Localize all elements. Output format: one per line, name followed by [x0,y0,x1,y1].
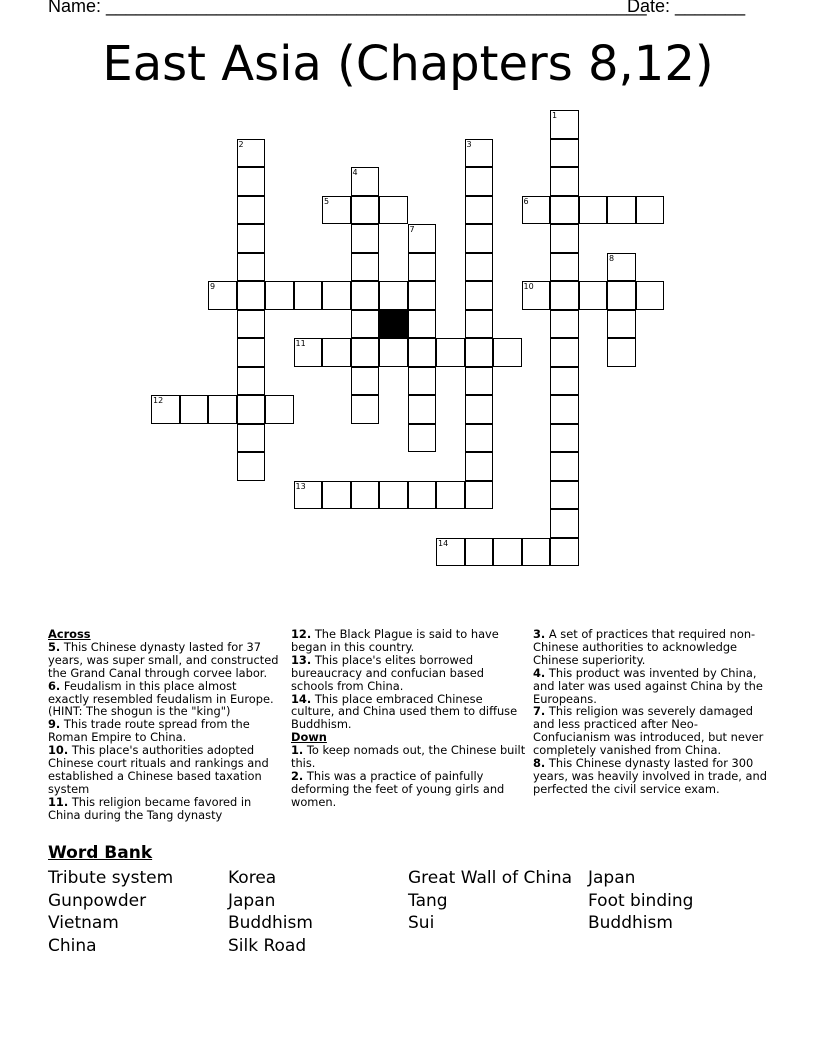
clue-down-4 [533,667,769,706]
crossword-cell[interactable] [636,281,665,310]
crossword-cell[interactable] [265,281,294,310]
clue-number-label: 4 [352,168,358,177]
crossword-cell[interactable] [379,338,408,367]
crossword-cell[interactable] [379,481,408,510]
crossword-cell[interactable] [294,281,323,310]
crossword-cell[interactable] [322,338,351,367]
clue-number-label: 6 [523,196,529,206]
clue-number: 12. [291,627,312,641]
clue-number: 6. [48,678,61,693]
crossword-cell[interactable] [522,196,551,225]
crossword-cell[interactable] [465,167,494,196]
crossword-cell[interactable] [408,253,437,282]
date-field[interactable]: Date: _______ [627,0,746,16]
word-bank-item: Gunpowder [48,890,147,911]
crossword-cell[interactable] [237,196,266,225]
crossword-cell[interactable] [465,452,494,481]
crossword-cell[interactable] [208,395,237,424]
clue-number-label: 3 [466,139,472,149]
clue-number: 1. [291,743,304,758]
crossword-cell[interactable] [208,281,237,310]
clue-across-14 [291,693,527,732]
crossword-cell[interactable] [465,367,494,396]
crossword-cell[interactable] [550,452,579,481]
crossword-cell[interactable] [408,224,437,253]
page-title: East Asia (Chapters 8,12) [102,36,714,92]
word-bank-item: Tribute system [48,868,174,888]
clue-number: 2. [291,768,304,783]
word-bank-item: Silk Road [228,935,307,956]
crossword-cell[interactable] [322,481,351,510]
clue-number-label: 10 [523,282,534,291]
crossword-cell[interactable] [465,281,494,310]
clue-number-label: 8 [609,253,615,263]
word-bank-item: Vietnam [48,913,119,933]
clue-number: 8. [533,756,546,771]
clue-text: This place embraced Chinese culture, and China used them to diffuse Buddhism. [291,691,518,732]
crossword-cell[interactable] [237,224,266,253]
clues-column-2 [291,628,527,809]
clue-number: 3. [533,627,546,641]
word-bank-item: Korea [228,868,277,888]
crossword-cell[interactable] [180,395,209,424]
crossword-cell[interactable] [550,224,579,253]
clue-down-1 [291,744,527,770]
clue-number: 4. [533,665,546,680]
crossword-cell[interactable] [237,367,266,396]
crossword-cell[interactable] [550,253,579,282]
word-bank-item: Foot binding [588,890,694,911]
crossword-cell[interactable] [408,481,437,510]
crossword-cell[interactable] [237,167,266,196]
down-heading: Down [291,730,327,745]
clue-number-label: 5 [324,196,330,206]
word-bank-item: Japan [588,868,636,888]
clue-number-label: 12 [153,396,164,405]
clue-number-label: 11 [295,339,306,348]
crossword-cell[interactable] [408,424,437,453]
crossword-cell[interactable] [465,310,494,339]
clue-across-13 [291,654,527,693]
crossword-cell[interactable] [465,338,494,367]
clue-number: 9. [48,717,61,732]
crossword-cell[interactable] [550,310,579,339]
crossword-cell[interactable] [465,538,494,567]
clues-column-3 [533,628,769,796]
word-bank-item: Sui [408,913,435,933]
clue-number-label: 7 [409,225,415,234]
crossword-cell[interactable] [550,538,579,567]
clue-across-9 [48,718,280,744]
crossword-cell[interactable] [294,338,323,367]
crossword-cell[interactable] [550,338,579,367]
crossword-cell[interactable] [351,167,380,196]
clue-text: This place's authorities adopted Chinese court rituals and rankings and established a Chinese based taxation system [48,743,269,796]
crossword-cell[interactable] [550,481,579,510]
crossword-cell[interactable] [550,395,579,424]
crossword-cell[interactable] [408,310,437,339]
crossword-cell[interactable] [550,424,579,453]
crossword-cell[interactable] [436,538,465,567]
clue-down-7 [533,705,769,757]
crossword-cell[interactable] [151,395,180,424]
clue-number-label: 9 [210,282,216,291]
clue-number-label: 2 [238,139,244,149]
crossword-cell[interactable] [237,281,266,310]
clue-text: This was a practice of painfully deforming the feet of young girls and women. [291,768,505,809]
word-bank-item: Buddhism [228,913,313,933]
clue-text: This Chinese dynasty lasted for 300 years, was heavily involved in trade, and perfected the civil service exam. [533,756,767,796]
clue-number-label: 13 [295,481,306,491]
word-bank-item: Tang [408,890,448,911]
crossword-cell[interactable] [436,481,465,510]
crossword-cell[interactable] [265,395,294,424]
crossword-cell[interactable] [237,452,266,481]
crossword-cell[interactable] [237,310,266,339]
crossword-cell[interactable] [379,196,408,225]
clue-number: 14. [291,691,312,706]
crossword-cell[interactable] [550,509,579,538]
clue-text: A set of practices that required non-Chinese authorities to acknowledge Chinese superiority. [533,627,756,667]
crossword-cell[interactable] [607,310,636,339]
clues-column-1 [48,628,280,822]
crossword-cell[interactable] [322,281,351,310]
crossword-cell[interactable] [465,424,494,453]
crossword-cell[interactable] [351,367,380,396]
crossword-cell[interactable] [465,224,494,253]
clue-across-11 [48,796,280,822]
crossword-cell[interactable] [579,281,608,310]
crossword-cell[interactable] [408,367,437,396]
crossword-cell[interactable] [237,338,266,367]
crossword-cell[interactable] [408,338,437,367]
across-heading: Across [48,627,91,641]
crossword-cell[interactable] [351,281,380,310]
clue-number: 13. [291,652,312,667]
word-bank-item: Great Wall of China [408,868,573,888]
crossword-cell[interactable] [465,395,494,424]
word-bank-item: Buddhism [588,913,673,933]
crossword-cell[interactable] [550,110,579,139]
crossword-cell[interactable] [550,196,579,225]
clue-across-10 [48,744,280,796]
crossword-cell[interactable] [351,253,380,282]
crossword-cell[interactable] [607,281,636,310]
crossword-cell[interactable] [237,424,266,453]
crossword-cell[interactable] [351,395,380,424]
crossword-cell[interactable] [408,281,437,310]
clue-down-8 [533,757,769,796]
clue-text: This religion was severely damaged and less practiced after Neo-Confucianism was introduced, but never completely vanished from China. [533,704,764,758]
crossword-cell[interactable] [237,139,266,168]
clue-down-2 [291,770,527,809]
clue-text: This product was invented by China, and later was used against China by the Europeans. [533,665,763,706]
crossword-cell[interactable] [436,338,465,367]
crossword-cell[interactable] [607,196,636,225]
clue-number-label: 1 [552,111,558,120]
clue-down-3 [533,628,769,667]
crossword-cell[interactable] [237,253,266,282]
crossword-cell[interactable] [493,338,522,367]
clue-across-6 [48,680,280,719]
clue-text: This religion became favored in China during the Tang dynasty [48,794,252,822]
clue-text: Feudalism in this place almost exactly resembled feudalism in Europe. (HINT: The shogun is the "king") [48,678,274,719]
crossword-cell[interactable] [351,224,380,253]
crossword-cell[interactable] [607,338,636,367]
crossword-cell[interactable] [522,538,551,567]
name-field[interactable]: Name: ______________________________________________________ [48,0,647,16]
crossword-cell[interactable] [379,281,408,310]
crossword-cell[interactable] [465,196,494,225]
crossword-cell[interactable] [550,281,579,310]
clue-across-12 [291,628,527,654]
crossword-cell[interactable] [607,253,636,282]
crossword-cell[interactable] [294,481,323,510]
crossword-cell[interactable] [550,167,579,196]
blocked-cell [379,310,408,339]
crossword-cell[interactable] [550,367,579,396]
crossword-cell[interactable] [465,253,494,282]
crossword-cell[interactable] [351,481,380,510]
clue-across-5 [48,641,280,680]
crossword-cell[interactable] [522,281,551,310]
clue-number: 11. [48,794,69,809]
clue-number: 7. [533,704,546,719]
crossword-cell[interactable] [579,196,608,225]
crossword-cell[interactable] [351,338,380,367]
clue-text: To keep nomads out, the Chinese built this. [291,743,526,771]
word-bank-title: Word Bank [48,843,153,863]
clue-number: 5. [48,639,61,654]
clue-text: This Chinese dynasty lasted for 37 years, was super small, and constructed the Grand Canal through corvee labor. [48,639,279,680]
crossword-cell[interactable] [322,196,351,225]
crossword-cell[interactable] [351,310,380,339]
crossword-cell[interactable] [550,139,579,168]
clue-number: 10. [48,743,69,758]
crossword-cell[interactable] [351,196,380,225]
word-bank-item: China [48,935,97,956]
clue-number-label: 14 [438,538,449,548]
clue-text: This trade route spread from the Roman Empire to China. [48,717,250,745]
clue-text: The Black Plague is said to have began in this country. [291,627,499,654]
crossword-cell[interactable] [465,481,494,510]
crossword-cell[interactable] [493,538,522,567]
crossword-cell[interactable] [636,196,665,225]
word-bank-item: Japan [228,890,276,911]
crossword-cell[interactable] [237,395,266,424]
clue-text: This place's elites borrowed bureaucracy and confucian based schools from China. [291,652,485,693]
crossword-cell[interactable] [465,139,494,168]
crossword-cell[interactable] [408,395,437,424]
